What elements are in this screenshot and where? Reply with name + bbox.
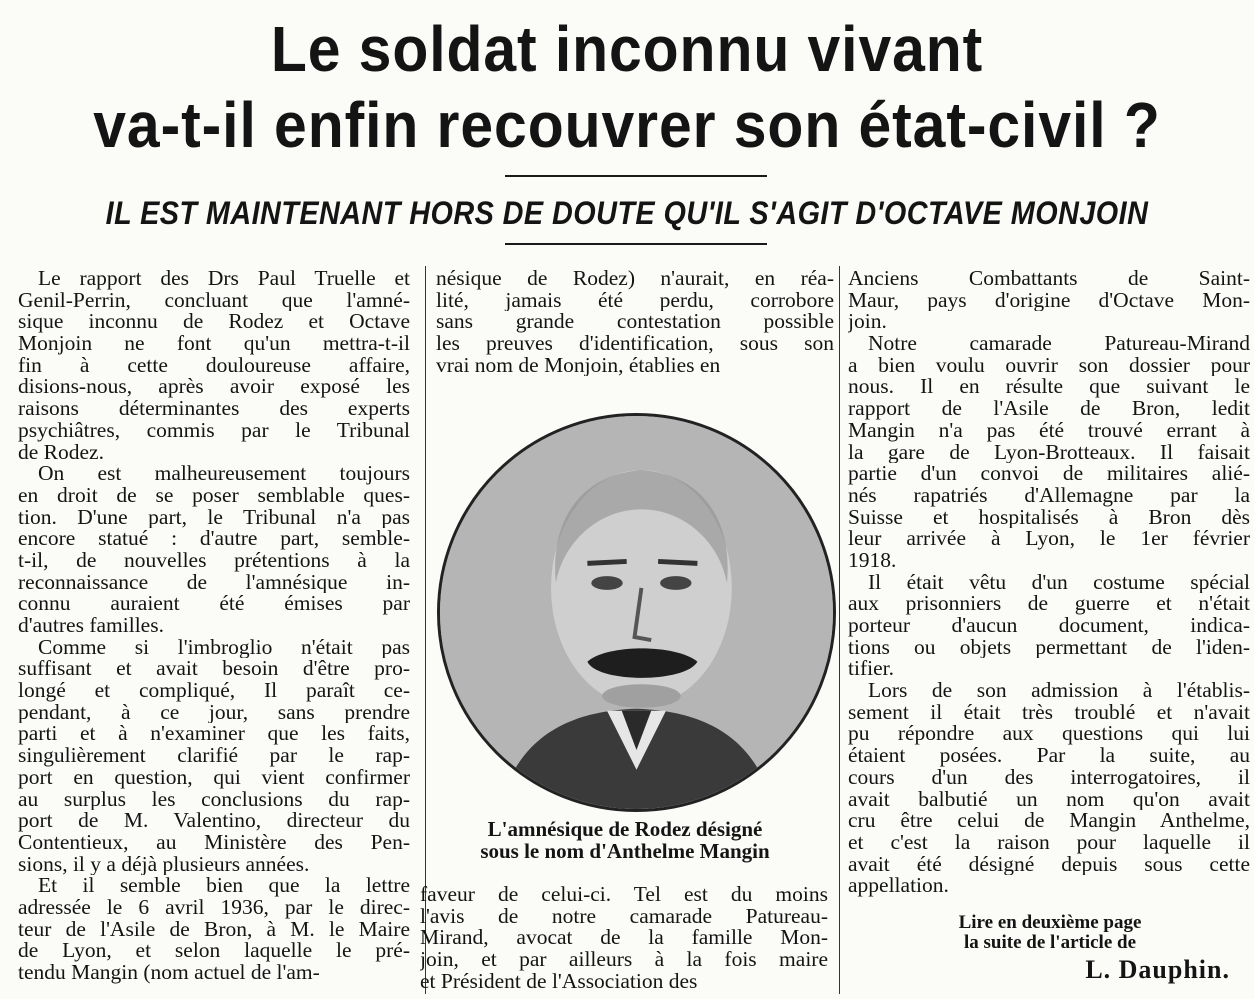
headline-divider bbox=[505, 175, 767, 177]
photo-caption-line-2: sous le nom d'Anthelme Mangin bbox=[480, 839, 770, 863]
text-line: nés rapatriés d'Allemagne par la bbox=[848, 484, 1250, 507]
text-line: porteur d'aucun document, indica- bbox=[848, 615, 1250, 637]
text-line: Monjoin ne font qu'un mettra-t-il bbox=[18, 333, 410, 355]
portrait-illustration bbox=[440, 416, 833, 809]
photo-caption-line-1: L'amnésique de Rodez désigné bbox=[487, 817, 763, 841]
text-line: les preuves d'identification, sous son bbox=[436, 333, 834, 355]
text-line: vrai nom de Monjoin, établies en bbox=[436, 354, 721, 377]
text-line: aux prisonniers de guerre et n'était bbox=[848, 593, 1250, 615]
text-line: Contentieux, au Ministère des Pen- bbox=[18, 831, 410, 854]
text-line: psychiâtres, commis par le Tribunal bbox=[18, 419, 410, 442]
text-line: rapport de l'Asile de Bron, ledit bbox=[848, 398, 1250, 420]
text-line: reconnaissance de l'amnésique in- bbox=[18, 571, 410, 594]
text-line: connu auraient été émises par bbox=[18, 593, 410, 615]
text-line: tifier. bbox=[848, 658, 894, 681]
text-line: Anciens Combattants de Saint- bbox=[848, 268, 1250, 290]
continuation-note-line-1: Lire en deuxième page bbox=[958, 912, 1142, 933]
text-line: t-il, de nouvelles prétentions à la bbox=[18, 549, 410, 572]
text-line: join. bbox=[848, 311, 887, 334]
text-line: en droit de se poser semblable ques- bbox=[18, 484, 410, 507]
text-line: adressée le 6 avril 1936, par le direc- bbox=[18, 896, 410, 919]
text-line: raisons déterminantes des experts bbox=[18, 398, 410, 420]
text-line: l'avis de notre camarade Patureau- bbox=[420, 905, 828, 928]
text-line: appellation. bbox=[848, 875, 949, 897]
text-line: On est malheureusement toujours bbox=[38, 463, 410, 485]
text-line: de Lyon, et selon laquelle le pré- bbox=[18, 940, 410, 962]
text-line: lité, jamais été perdu, corrobore bbox=[436, 289, 834, 312]
text-line: et Président de l'Association des bbox=[420, 970, 698, 993]
text-line: Lors de son admission à l'établis- bbox=[868, 680, 1250, 702]
text-line: join, et par ailleurs à la fois maire bbox=[420, 949, 828, 971]
text-line: tendu Mangin (nom actuel de l'am- bbox=[18, 962, 320, 984]
text-line: port en question, qui vient confirmer bbox=[18, 766, 410, 789]
text-line: parti et à n'examiner que les faits, bbox=[18, 723, 410, 746]
text-line: sions, il y a déjà plusieurs années. bbox=[18, 853, 310, 876]
text-line: a bien voulu ouvrir son dossier pour bbox=[848, 354, 1250, 377]
text-line: nous. Il en résulte que suivant le bbox=[848, 376, 1250, 399]
text-line: étaient posées. Par la suite, au bbox=[848, 745, 1250, 767]
text-line: teur de l'Asile de Bron, à M. le Maire bbox=[18, 918, 410, 941]
text-line: cru être celui de Mangin Anthelme, bbox=[848, 810, 1250, 832]
text-line: partie d'un convoi de militaires alié- bbox=[848, 463, 1250, 485]
article-column-2-bottom bbox=[420, 884, 828, 992]
continuation-note bbox=[890, 913, 1210, 953]
text-line: Mangin n'a pas été trouvé errant à bbox=[848, 419, 1250, 442]
text-line: faveur de celui-ci. Tel est du moins bbox=[420, 884, 828, 906]
text-line: et c'est la raison pour laquelle il bbox=[848, 831, 1250, 854]
headline-line-1: Le soldat inconnu vivant bbox=[270, 13, 984, 85]
text-line: cours d'un des interrogatoires, il bbox=[848, 766, 1250, 789]
text-line: au surplus les conclusions du rap- bbox=[18, 788, 410, 811]
article-column-1 bbox=[18, 268, 410, 984]
text-line: encore statué : d'autre part, semble- bbox=[18, 528, 410, 550]
text-line: longé et compliqué, Il paraît ce- bbox=[18, 680, 410, 702]
text-line: nésique de Rodez) n'aurait, en réa- bbox=[436, 268, 834, 290]
text-line: Maur, pays d'origine d'Octave Mon- bbox=[848, 289, 1250, 312]
author-signature: L. Dauphin. bbox=[1085, 955, 1230, 984]
article-column-2-top bbox=[436, 268, 834, 376]
continuation-note-line-2: la suite de l'article de bbox=[963, 932, 1137, 953]
text-line: sement il était très troublé et n'avait bbox=[848, 701, 1250, 724]
headline-line-2: va-t-il enfin recouvrer son état-civil ? bbox=[93, 89, 1161, 161]
text-line: avait balbutié un nom qu'on avait bbox=[848, 788, 1250, 811]
article-column-3 bbox=[848, 268, 1250, 897]
subheadline-divider bbox=[505, 243, 767, 245]
text-line: pendant, à ce jour, sans prendre bbox=[18, 701, 410, 724]
text-line: tion. D'une part, le Tribunal n'a pas bbox=[18, 506, 410, 529]
text-line: Suisse et hospitalisés à Bron dès bbox=[848, 506, 1250, 529]
text-line: sans grande contestation possible bbox=[436, 311, 834, 334]
text-line: Et il semble bien que la lettre bbox=[38, 875, 410, 897]
text-line: Comme si l'imbroglio n'était pas bbox=[38, 636, 410, 659]
column-divider-right bbox=[839, 266, 840, 994]
text-line: avait été désigné depuis sous cette bbox=[848, 853, 1250, 876]
text-line: port de M. Valentino, directeur du bbox=[18, 810, 410, 832]
text-line: fin à cette douloureuse affaire, bbox=[18, 354, 410, 377]
text-line: la gare de Lyon-Brotteaux. Il faisait bbox=[848, 441, 1250, 464]
portrait-photo bbox=[437, 413, 836, 812]
text-line: sique inconnu de Rodez et Octave bbox=[18, 311, 410, 334]
text-line: Notre camarade Patureau-Mirand bbox=[868, 333, 1250, 355]
text-line: disions-nous, après avoir exposé les bbox=[18, 376, 410, 399]
text-line: Le rapport des Drs Paul Truelle et bbox=[38, 268, 410, 290]
subheadline: IL EST MAINTENANT HORS DE DOUTE QU'IL S'AGIT D'OCTAVE MONJOIN bbox=[105, 195, 1149, 231]
text-line: 1918. bbox=[848, 549, 897, 572]
text-line: tions ou objets permettant de l'iden- bbox=[848, 636, 1250, 659]
text-line: d'autres familles. bbox=[18, 615, 164, 637]
text-line: Il était vêtu d'un costume spécial bbox=[868, 571, 1250, 594]
text-line: Genil-Perrin, concluant que l'amné- bbox=[18, 289, 410, 312]
text-line: Mirand, avocat de la famille Mon- bbox=[420, 927, 828, 950]
text-line: singulièrement clarifié par le rap- bbox=[18, 745, 410, 767]
text-line: de Rodez. bbox=[18, 441, 104, 464]
photo-caption bbox=[420, 818, 830, 862]
text-line: leur arrivée à Lyon, le 1er février bbox=[848, 528, 1250, 550]
text-line: pu répondre aux questions qui lui bbox=[848, 723, 1250, 746]
text-line: suffisant et avait besoin d'être pro- bbox=[18, 658, 410, 681]
